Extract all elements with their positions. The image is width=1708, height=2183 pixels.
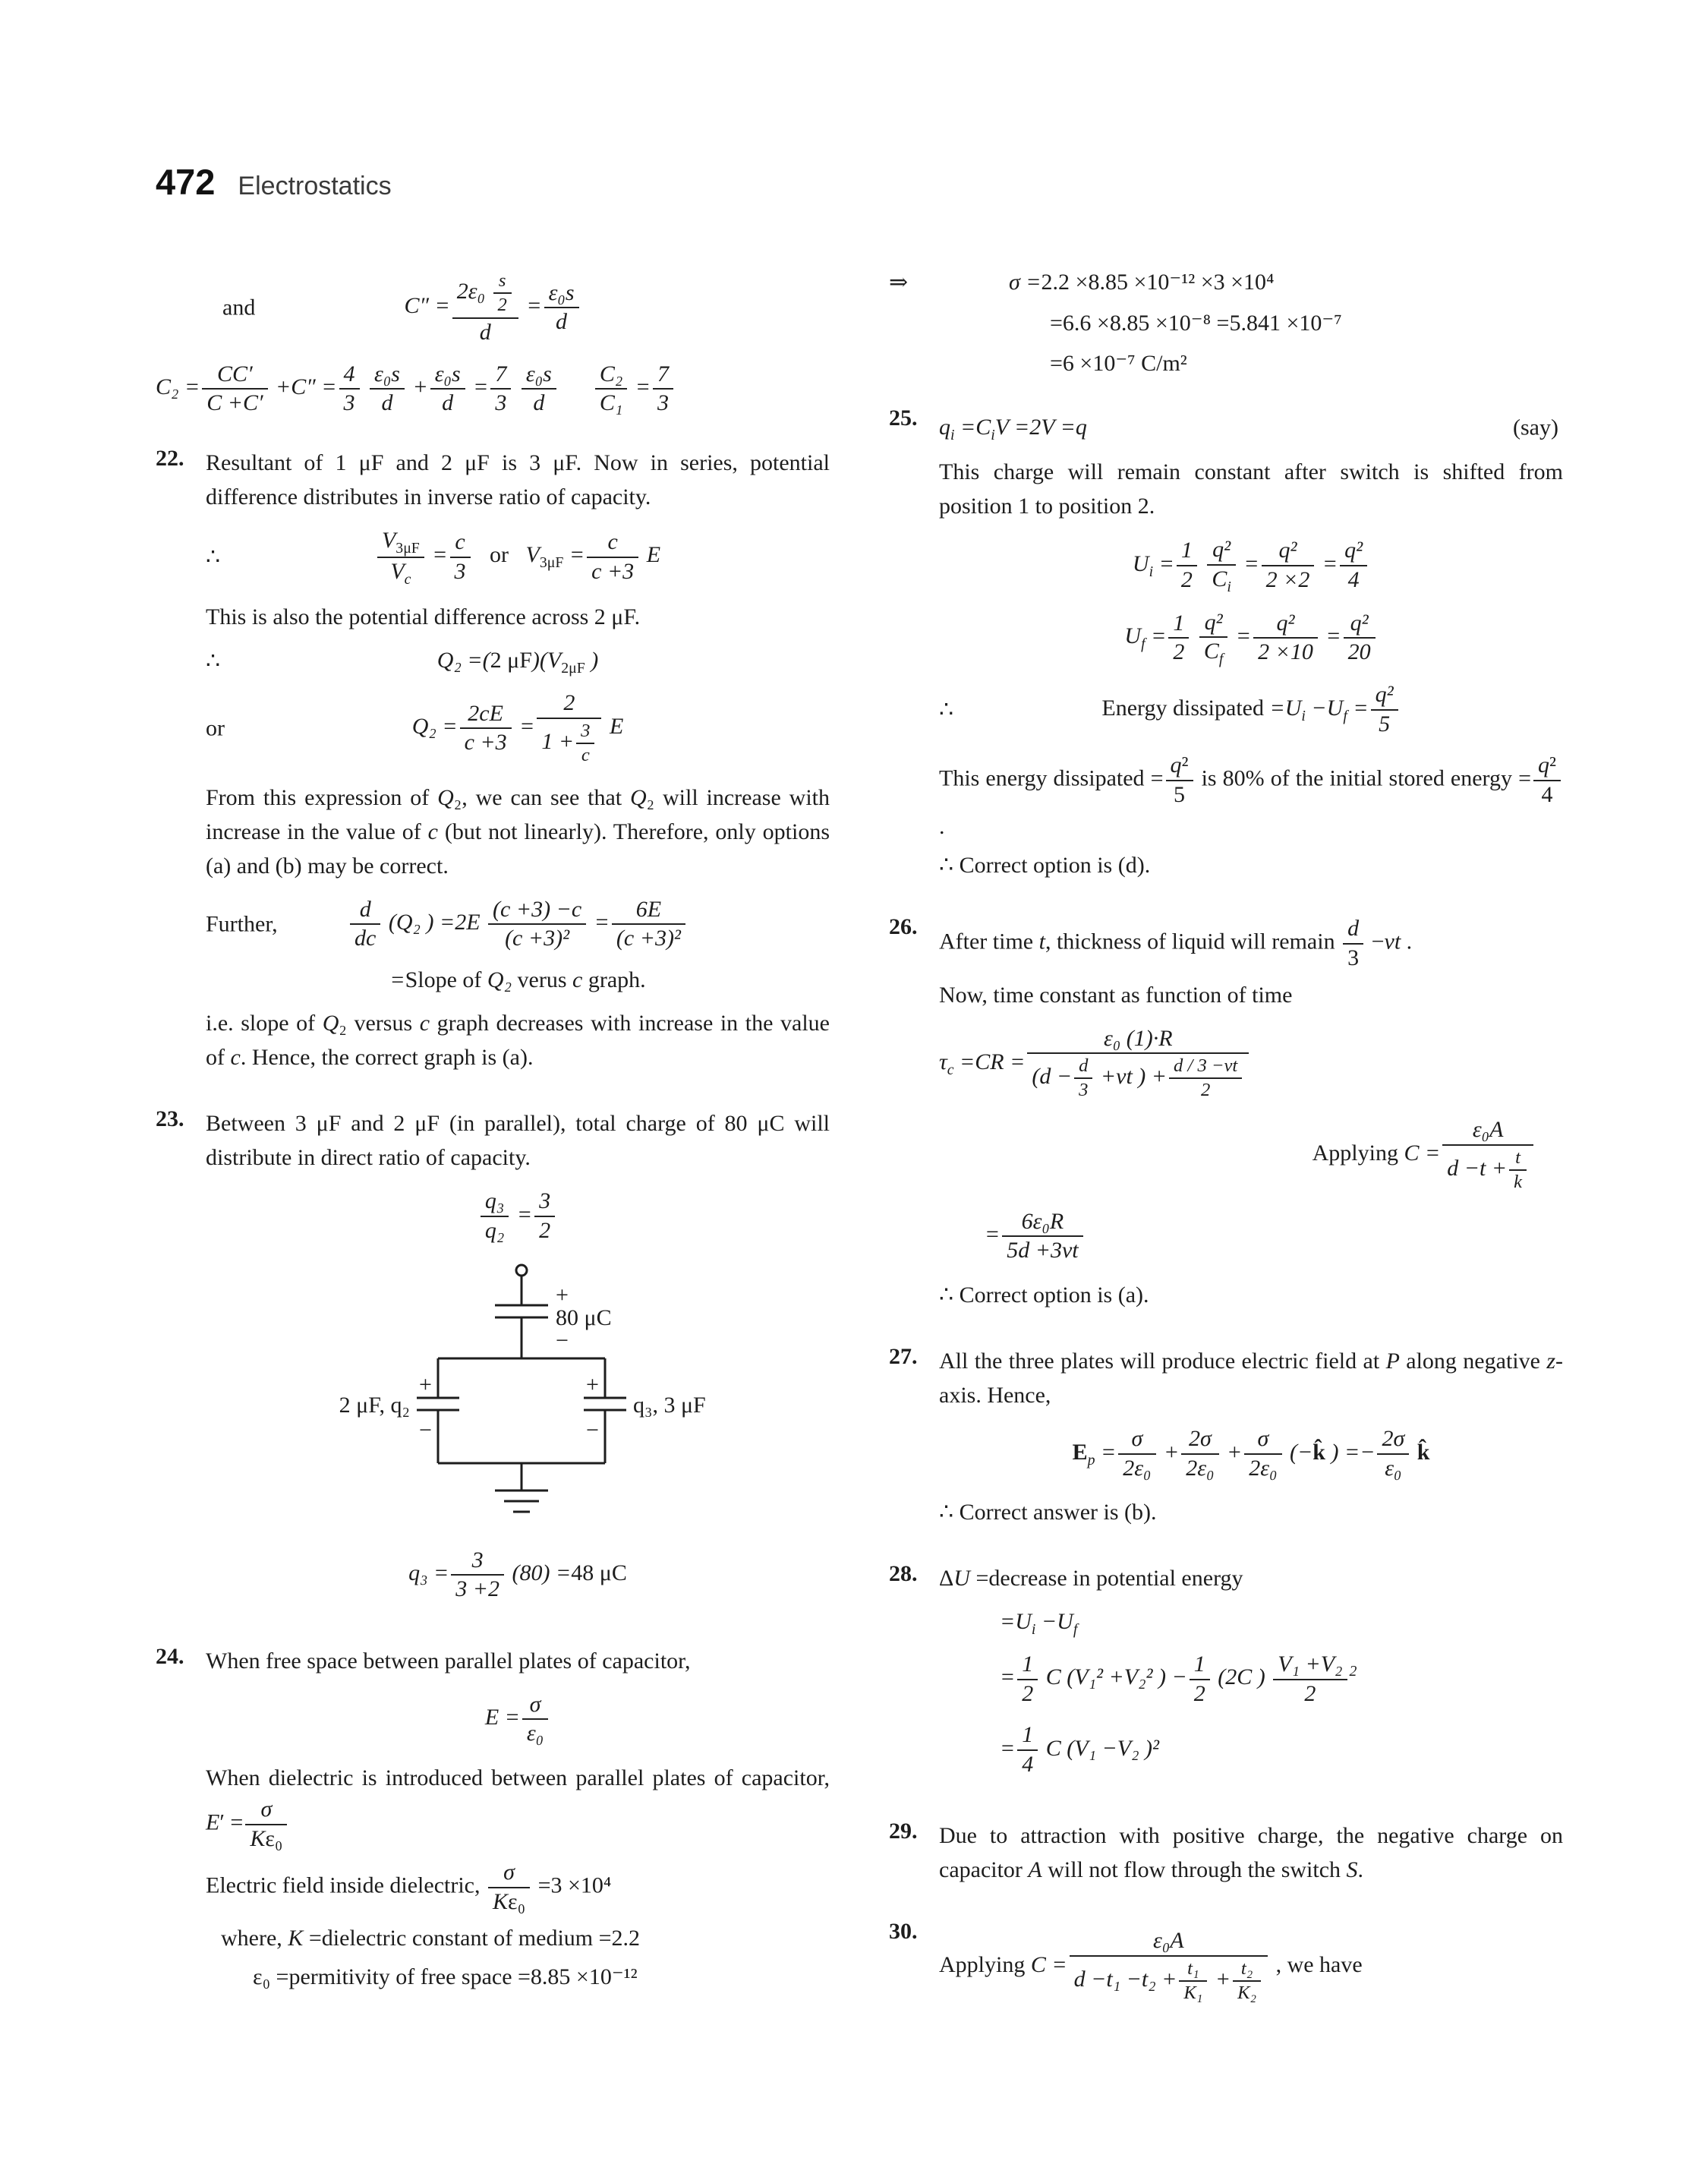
content-columns bbox=[156, 256, 1563, 2018]
item-body bbox=[939, 1914, 1563, 2018]
item-number: 28. bbox=[889, 1561, 918, 1587]
solution-item-29 bbox=[889, 1814, 1563, 1891]
equation-row bbox=[939, 1424, 1563, 1483]
equation: σ =2.2 ×8.85 ×10⁻¹² ×3 ×10⁴ bbox=[1009, 270, 1275, 295]
equation-row bbox=[889, 349, 1563, 378]
equation: =6 ×10⁻⁷ C/m² bbox=[1050, 351, 1187, 376]
solution-item-26 bbox=[889, 910, 1563, 1317]
equation: Applying C = ε₀A d −t + $\frac{t}{k}$ bbox=[1313, 1140, 1536, 1166]
capacitor-value-label: 2 μF, q₂ bbox=[339, 1392, 410, 1418]
equation-row bbox=[206, 526, 830, 588]
equation-row bbox=[206, 1546, 830, 1604]
equation: q₃ = $\frac{3}{3 +2}$ (80) =48 μC bbox=[408, 1560, 627, 1585]
item-body bbox=[206, 1639, 830, 1999]
equation: = $\frac{1}{4}$ C (V₁ −V₂ )² bbox=[1000, 1736, 1159, 1761]
page-header bbox=[156, 161, 1563, 203]
equation: $U_i$ = $\frac{1}{2}$ $\frac{\text{q²}}{C_i}$ = $\frac{\text{q²}}{2 \times 2}$ = $\frac{\text{q²}}{4}$ bbox=[1133, 551, 1369, 576]
conclusion-line: ∴ Correct option is (a). bbox=[939, 1282, 1149, 1308]
minus-sign: − bbox=[419, 1417, 432, 1443]
equation: =Slope of Q₂ verus c graph. bbox=[389, 967, 646, 992]
paragraph: Due to attraction with positive charge, the negative charge on capacitor A will not flow through the switch S. bbox=[939, 1823, 1563, 1883]
solution-item-23 bbox=[156, 1102, 830, 1616]
item-number: 23. bbox=[156, 1106, 184, 1132]
item-body bbox=[939, 1339, 1563, 1534]
equation-row bbox=[939, 1650, 1563, 1708]
plus-sign: + bbox=[419, 1371, 432, 1397]
equation: = $\frac{1}{2}$ C (V₁² +V₂² ) − $\frac{1}{2}$ (2C ) $\frac{\text{V₁ +V₂}}{2}$ $^2$ bbox=[1000, 1664, 1357, 1689]
page-number: 472 bbox=[156, 162, 216, 202]
equation: $q_i =C_iV =2V =q$ bbox=[939, 414, 1087, 443]
chapter-title: Electrostatics bbox=[238, 172, 392, 200]
item-number: 29. bbox=[889, 1819, 918, 1844]
paragraph: Now, time constant as function of time bbox=[939, 982, 1293, 1008]
equation-row bbox=[939, 535, 1563, 595]
therefore-symbol: ∴ bbox=[939, 696, 954, 722]
therefore-symbol: ∴ bbox=[206, 544, 221, 569]
paragraph: From this expression of Q₂, we can see that Q₂ will increase with increase in the value of c (but not linearly). Therefore, only options (a) and (b) may be correct. bbox=[206, 784, 830, 879]
equation-row bbox=[939, 1115, 1563, 1195]
equation-row bbox=[206, 646, 830, 677]
equation-row bbox=[206, 1690, 830, 1749]
equation: $E_p$ = $\frac{\sigma}{\text{2ε₀}}$ + $\frac{2\sigma}{\text{2ε₀}}$ + $\frac{\sigma}{\text{2ε₀}}$ (−k̂ ) =− $\frac{2\sigma}{\text{ε₀}}$ k̂ bbox=[1073, 1440, 1430, 1465]
equation: Energy dissipated $=U_i -U_f$ = $\frac{\text{q²}}{5}$ bbox=[1101, 696, 1400, 721]
equation-row bbox=[939, 1607, 1563, 1638]
equation-row bbox=[939, 608, 1563, 668]
plus-sign: + bbox=[556, 1282, 569, 1308]
equation: Q₂ =(2 $\mu F)(V_{2\mu F}$ ) bbox=[436, 648, 599, 677]
paragraph: After time t, thickness of liquid will remain $\frac{d}{3}$ −vt . bbox=[939, 914, 1563, 973]
therefore-symbol: ∴ bbox=[206, 648, 221, 674]
minus-sign: − bbox=[586, 1417, 599, 1443]
item-number: 30. bbox=[889, 1919, 918, 1945]
equation-row bbox=[206, 1187, 830, 1245]
item-body bbox=[939, 910, 1563, 1317]
equation: E = $\frac{\sigma}{\text{ε₀}}$ bbox=[485, 1705, 550, 1730]
equation: =6.6 ×8.85 ×10⁻⁸ =5.841 ×10⁻⁷ bbox=[1050, 310, 1342, 336]
paragraph: When dielectric is introduced between parallel plates of capacitor, E′ = $\frac{\sigma}{\text{Kε₀}}$ bbox=[206, 1761, 830, 1853]
equation-row bbox=[156, 268, 830, 348]
paragraph: Between 3 μF and 2 μF (in parallel), total charge of 80 μC will distribute in direct ratio of capacity. bbox=[206, 1111, 830, 1171]
equation: $\frac{d}{dc}$ (Q₂ ) =2E $\frac{(c +3) -c}{\text{(c +3)²}}$ = $\frac{6E}{\text{(c +3)²}}$ bbox=[348, 910, 688, 935]
paragraph: This is also the potential difference across 2 μF. bbox=[206, 604, 641, 630]
equation: Q₂ = $\frac{2cE}{c +3}$ = 2 1 + $\frac{3}{c}$ E bbox=[412, 714, 624, 739]
item-body bbox=[939, 1557, 1563, 1791]
equation: $=U_i -U_f$ bbox=[1000, 1609, 1078, 1639]
equation: C″ = 2ε₀ $\frac{s}{2}$ d = $\frac{\text{ε₀s}}{d}$ bbox=[405, 293, 581, 318]
conclusion-line: ∴ Correct option is (d). bbox=[939, 853, 1151, 879]
equation-row bbox=[939, 1721, 1563, 1779]
plus-sign: + bbox=[586, 1371, 599, 1397]
item-number: 26. bbox=[889, 914, 918, 940]
circuit-diagram bbox=[290, 1260, 745, 1524]
right-column bbox=[889, 256, 1563, 2018]
paragraph: Resultant of 1 μF and 2 μF is 3 μF. Now in series, potential difference distributes in inverse ratio of capacity. bbox=[206, 450, 830, 509]
item-body bbox=[206, 441, 830, 1080]
equation: = $\frac{\text{6ε₀R}}{5d +3vt}$ bbox=[985, 1222, 1086, 1247]
paragraph: This charge will remain constant after switch is shifted from position 1 to position 2. bbox=[939, 459, 1563, 519]
solution-item-28 bbox=[889, 1557, 1563, 1791]
equation: C₂ = $\frac{CC'}{C +C'}$ +C″ = $\frac{4}{3}$ $\frac{\text{ε₀s}}{d}$ + $\frac{\text{ε₀s}}{d}$ = $\frac{7}{3}$ $\frac{\text{ε₀s}}{d}$ $\frac{\text{C₂}}{\text{C₁}}$ = $\frac{7}{3}$ bbox=[156, 374, 676, 399]
capacitor-value-label: q₃, 3 μF bbox=[633, 1392, 706, 1418]
implies-symbol: ⇒ bbox=[889, 270, 909, 295]
equation-row bbox=[889, 309, 1563, 338]
connector-word: or bbox=[206, 715, 225, 741]
solution-item-24 bbox=[156, 1639, 830, 1999]
equation: $\frac{\text{q₃}}{\text{q₂}}$ = $\frac{3}{2}$ bbox=[478, 1202, 557, 1227]
equation-row bbox=[939, 413, 1563, 443]
equation-row bbox=[889, 268, 1563, 297]
circuit-diagram-wrap bbox=[206, 1260, 830, 1534]
capacitor-value-label: 80 μC bbox=[556, 1304, 612, 1330]
item-number: 24. bbox=[156, 1643, 184, 1669]
equation-row bbox=[206, 895, 830, 954]
minus-sign: − bbox=[556, 1327, 569, 1353]
paragraph: ε₀ =permitivity of free space =8.85 ×10⁻¹² bbox=[253, 1964, 638, 1990]
solution-item-30 bbox=[889, 1914, 1563, 2018]
connector-word: Further, bbox=[206, 911, 278, 937]
conclusion-line: ∴ Correct answer is (b). bbox=[939, 1500, 1157, 1525]
equation-row bbox=[206, 966, 830, 995]
paragraph: All the three plates will produce electric field at P along negative z-axis. Hence, bbox=[939, 1349, 1563, 1409]
solution-item-27 bbox=[889, 1339, 1563, 1534]
item-body bbox=[939, 1814, 1563, 1891]
item-body bbox=[939, 401, 1563, 888]
equation: $U_f$ = $\frac{1}{2}$ $\frac{\text{q²}}{C_f}$ = $\frac{\text{q²}}{2 \times 10}$ = $\frac{\text{q²}}{20}$ bbox=[1124, 623, 1377, 648]
paragraph: i.e. slope of Q₂ versus c graph decreases with increase in the value of c. Hence, the correct graph is (a). bbox=[206, 1011, 830, 1071]
solution-item-25 bbox=[889, 401, 1563, 888]
paragraph: When free space between parallel plates of capacitor, bbox=[206, 1648, 691, 1674]
say-annotation: (say) bbox=[1513, 415, 1558, 440]
equation: $\frac{V_{3\mu F}}{V_c}$ = $\frac{c}{3}$ or $V_{3\mu F}$ = $\frac{c}{c +3}$ E bbox=[375, 542, 660, 567]
item-number: 25. bbox=[889, 405, 918, 431]
equation-row bbox=[206, 689, 830, 768]
equation-row bbox=[156, 360, 830, 418]
item-number: 22. bbox=[156, 445, 184, 471]
paragraph: ΔU =decrease in potential energy bbox=[939, 1566, 1243, 1592]
connector-word: and bbox=[222, 295, 256, 320]
left-column bbox=[156, 256, 830, 2018]
paragraph: Electric field inside dielectric, $\frac{\sigma}{\text{Kε₀}}$ =3 ×10⁴ bbox=[206, 1858, 830, 1916]
equation-row bbox=[939, 1024, 1563, 1104]
solution-item-22 bbox=[156, 441, 830, 1080]
equation: $\tau_c =CR$ = ε₀ (1)·R (d − $\frac{d}{3}$ +vt ) + $\frac{d / 3 -vt}{2}$ bbox=[939, 1049, 1251, 1074]
equation-row bbox=[939, 1207, 1563, 1266]
item-number: 27. bbox=[889, 1344, 918, 1370]
paragraph: where, K =dielectric constant of medium =2.2 bbox=[221, 1926, 641, 1951]
equation-row bbox=[939, 1926, 1563, 2006]
equation: Applying C = ε₀A d −t₁ −t₂ + $\frac{\text{t₁}}{\text{K₁}}$ + $\frac{\text{t₂}}{\text{K₂}}$ , we have bbox=[939, 1952, 1363, 1977]
paragraph: This energy dissipated = $\frac{\text{q²}}{5}$ is 80% of the initial stored energy = $\frac{\text{q²}}{4}$ . bbox=[939, 751, 1563, 844]
item-body bbox=[206, 1102, 830, 1616]
equation-row bbox=[939, 680, 1563, 739]
terminal-icon bbox=[516, 1265, 527, 1276]
